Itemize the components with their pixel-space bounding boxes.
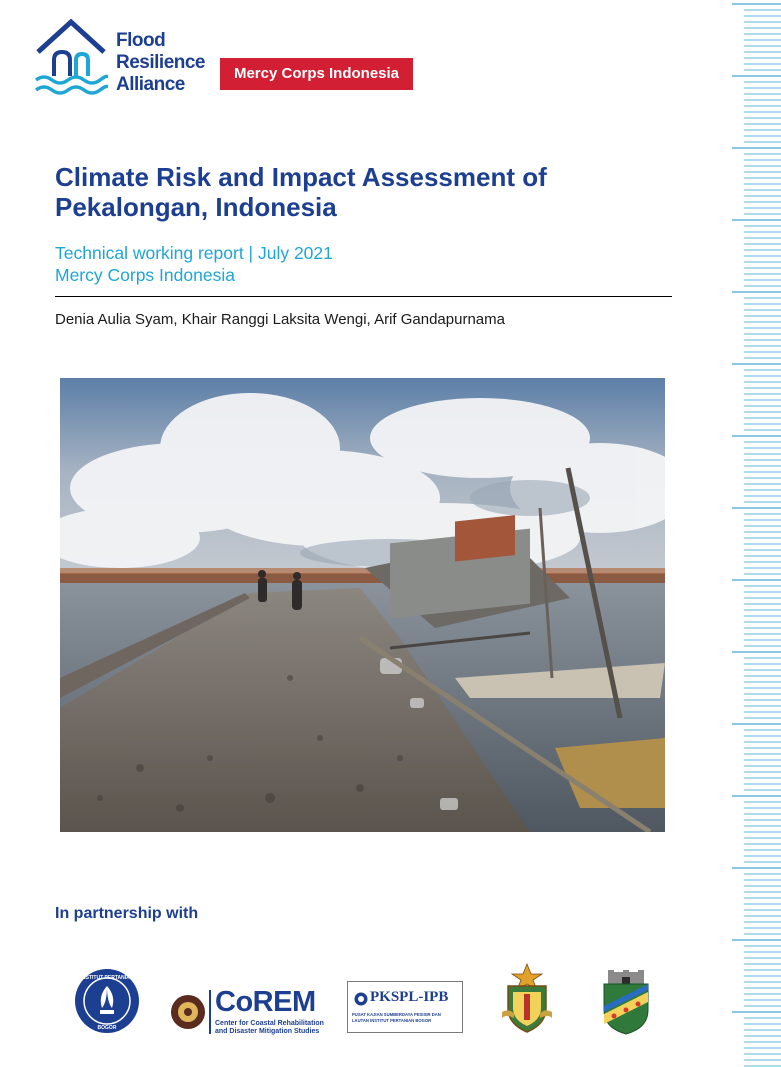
pkspl-seal-icon — [354, 992, 368, 1006]
alliance-name-line3: Alliance — [116, 74, 185, 95]
decorative-line-strip — [732, 0, 781, 1067]
report-publisher: Mercy Corps Indonesia — [55, 265, 235, 285]
alliance-name-line2: Resilience — [116, 52, 205, 73]
regency-crest-logo — [496, 962, 558, 1036]
corem-divider — [209, 990, 211, 1034]
report-title-line2: Pekalongan, Indonesia — [55, 192, 337, 222]
pkspl-wordmark: PKSPL-IPB — [370, 989, 449, 1005]
report-title-line1: Climate Risk and Impact Assessment of — [55, 162, 547, 192]
svg-text:BOGOR: BOGOR — [97, 1025, 117, 1031]
report-subtitle — [55, 242, 333, 286]
university-seal-icon — [170, 992, 206, 1032]
city-crest-logo — [600, 970, 652, 1036]
corem-wordmark: CoREM — [215, 986, 316, 1018]
org-badge: Mercy Corps Indonesia — [220, 58, 413, 90]
pkspl-ipb-logo — [347, 981, 463, 1033]
coastal-flooding-photo — [60, 378, 665, 832]
alliance-name-line1: Flood — [116, 30, 166, 51]
svg-text:INSTITUT PERTANIAN: INSTITUT PERTANIAN — [80, 975, 134, 981]
report-title — [55, 162, 695, 222]
partners-label: In partnership with — [55, 905, 199, 922]
ipb-logo — [74, 968, 140, 1034]
divider — [55, 296, 672, 297]
corem-logo — [170, 986, 324, 1036]
corem-fullname-line2: and Disaster Mitigation Studies — [215, 1028, 320, 1035]
report-type-date: Technical working report | July 2021 — [55, 243, 333, 263]
authors: Denia Aulia Syam, Khair Ranggi Laksita Wengi, Arif Gandapurnama — [55, 311, 505, 328]
house-waves-icon — [34, 18, 108, 96]
pkspl-fullname: PUSAT KAJIAN SUMBERDAYA PESISIR DAN LAUTAN INSTITUT PERTANIAN BOGOR — [352, 1012, 441, 1023]
corem-fullname — [215, 1020, 324, 1036]
corem-fullname-line1: Center for Coastal Rehabilitation — [215, 1020, 324, 1027]
